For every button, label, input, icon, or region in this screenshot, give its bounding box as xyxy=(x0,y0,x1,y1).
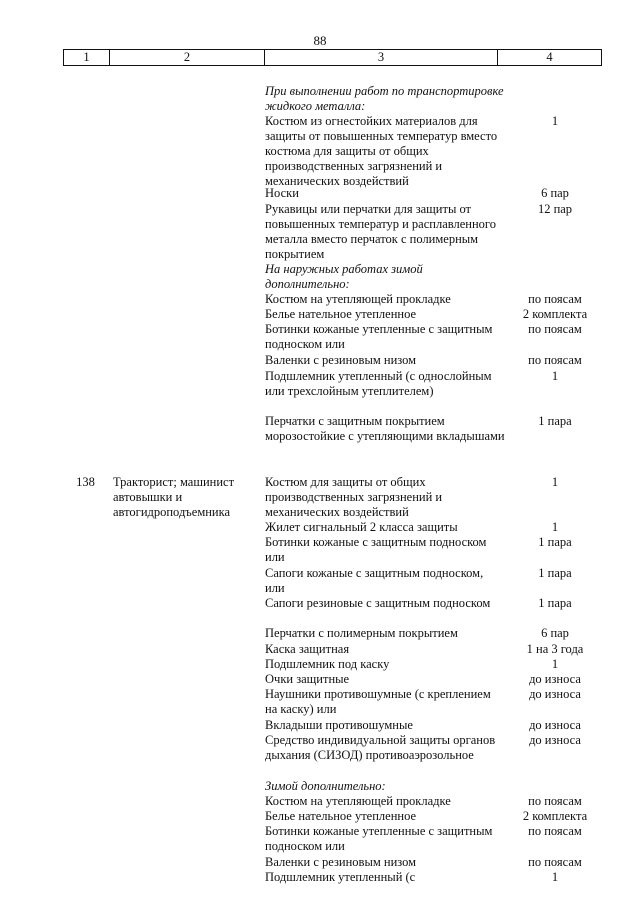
list-item-qty: 1 xyxy=(551,870,559,884)
list-item-name: Белье нательное утепленное xyxy=(265,809,417,823)
list-item-qty: по поясам xyxy=(528,794,582,808)
column-header-4: 4 xyxy=(546,50,553,64)
list-item-name: Ботинки кожаные утепленные с защитным подноском или xyxy=(265,824,493,854)
list-item-name: Сапоги резиновые с защитным подноском xyxy=(265,596,491,610)
list-item-qty: 2 комплекта xyxy=(522,809,588,823)
list-item-name: Наушники противошумные (с креплением на каску) или xyxy=(265,687,491,717)
column-header-2: 2 xyxy=(110,50,265,65)
list-item-qty: по поясам xyxy=(528,824,582,838)
list-item-name: Подшлемник утепленный (с однослойным или трехслойным утеплителем) xyxy=(265,369,492,399)
list-item-name: Жилет сигнальный 2 класса защиты xyxy=(265,520,458,534)
list-item-name: Валенки с резиновым низом xyxy=(265,353,417,367)
list-item-name: Очки защитные xyxy=(265,672,350,686)
list-item-name: Рукавицы или перчатки для защиты от повышенных температур и расплавленного металла вместо перчаток с полимерным покрытием xyxy=(265,202,496,262)
list-item-qty: 1 xyxy=(551,657,559,671)
list-item-qty: 2 комплекта xyxy=(522,307,588,321)
profession-name: Тракторист; машинист автовышки и автогидроподъемника xyxy=(113,475,235,520)
list-item-qty: 6 пар xyxy=(541,186,569,200)
list-item-qty: по поясам xyxy=(528,855,582,869)
list-item-name: Белье нательное утепленное xyxy=(265,307,417,321)
list-item-name: Костюм на утепляющей прокладке xyxy=(265,794,451,808)
list-item-name: Подшлемник утепленный (с xyxy=(265,870,416,884)
list-item-name: Ботинки кожаные с защитным подноском или xyxy=(265,535,487,565)
list-item-name: Костюм из огнестойких материалов для защиты от повышенных температур вместо костюма для защиты от общих производственных загрязнений и механических воздействий xyxy=(265,114,498,189)
list-item-name: Зимой дополнительно: xyxy=(265,779,386,793)
column-header-1: 1 xyxy=(64,50,110,65)
list-item-name: Перчатки с защитным покрытием морозостойкие с утепляющими вкладышами xyxy=(265,414,505,444)
column-header-3: 3 xyxy=(265,50,498,65)
list-item-name: Вкладыши противошумные xyxy=(265,718,413,732)
list-item-qty: до износа xyxy=(529,733,581,747)
row-number: 138 xyxy=(76,475,95,489)
list-item-qty: 1 пара xyxy=(538,414,572,428)
list-item-qty: 1 пара xyxy=(538,596,572,610)
list-item-qty: 1 xyxy=(551,475,559,489)
list-item-name: При выполнении работ по транспортировке жидкого металла: xyxy=(265,84,504,114)
list-item-qty: 1 пара xyxy=(538,535,572,549)
list-item-name: Валенки с резиновым низом xyxy=(265,855,417,869)
list-item-name: Ботинки кожаные утепленные с защитным подноском или xyxy=(265,322,493,352)
list-item-qty: 1 xyxy=(551,520,559,534)
list-item-qty: по поясам xyxy=(528,292,582,306)
list-item-qty: 1 xyxy=(551,114,559,128)
list-item-name: Средство индивидуальной защиты органов дыхания (СИЗОД) противоаэрозольное xyxy=(265,733,496,763)
list-item-qty: 1 на 3 года xyxy=(526,642,584,656)
list-item-qty: 12 пар xyxy=(537,202,573,216)
list-item-qty: до износа xyxy=(529,687,581,701)
list-item-name: Носки xyxy=(265,186,299,200)
list-item-name: Перчатки с полимерным покрытием xyxy=(265,626,458,640)
list-item-qty: 6 пар xyxy=(541,626,569,640)
page-number: 88 xyxy=(313,33,327,48)
list-item-name: Сапоги кожаные с защитным подноском, или xyxy=(265,566,484,596)
table-header xyxy=(63,49,602,66)
list-item-name: Подшлемник под каску xyxy=(265,657,390,671)
list-item-name: На наружных работах зимой дополнительно: xyxy=(265,262,423,292)
list-item-name: Костюм для защиты от общих производственных загрязнений и механических воздействий xyxy=(265,475,443,520)
list-item-name: Каска защитная xyxy=(265,642,350,656)
list-item-qty: 1 пара xyxy=(538,566,572,580)
list-item-qty: до износа xyxy=(529,718,581,732)
list-item-qty: 1 xyxy=(551,369,559,383)
list-item-qty: до износа xyxy=(529,672,581,686)
list-item-qty: по поясам xyxy=(528,353,582,367)
list-item-qty: по поясам xyxy=(528,322,582,336)
list-item-name: Костюм на утепляющей прокладке xyxy=(265,292,451,306)
